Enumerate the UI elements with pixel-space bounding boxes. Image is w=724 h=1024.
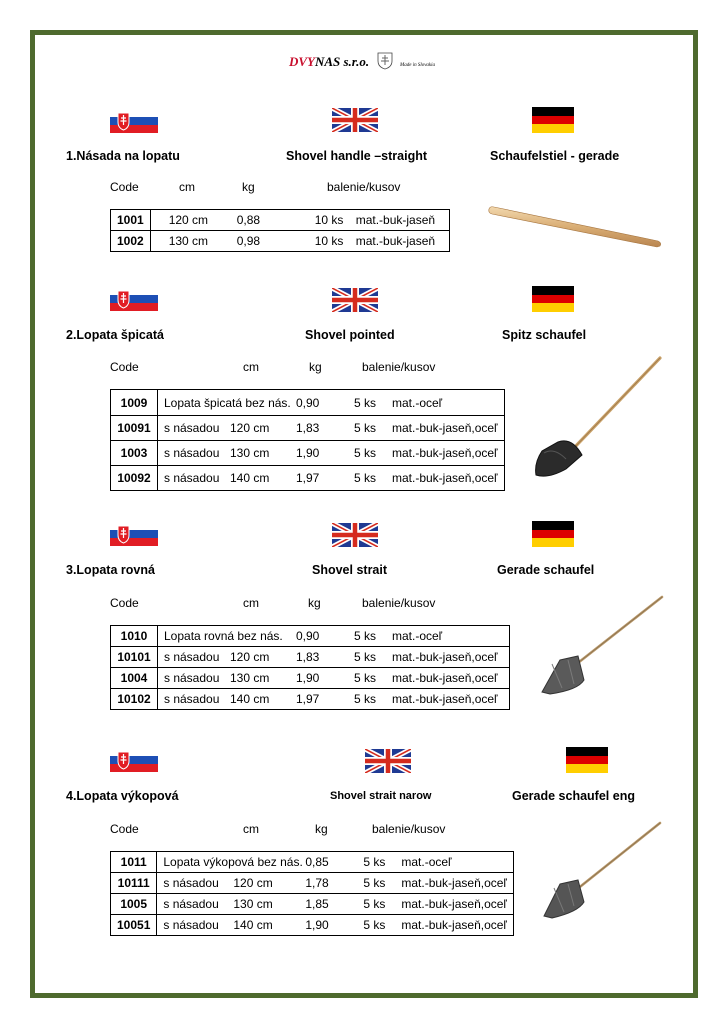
section-title-de: Gerade schaufel [497, 563, 595, 577]
table-row [111, 466, 505, 491]
weight-value: 1,83 [296, 650, 320, 664]
table-row [111, 873, 514, 894]
table-row [111, 231, 450, 252]
table-row [111, 626, 510, 647]
column-header-kg: kg [242, 180, 255, 194]
slovak-flag-icon [110, 109, 158, 133]
column-header-cm: cm [179, 180, 195, 194]
weight-value: 1,90 [296, 446, 320, 460]
column-header-code: Code [110, 360, 139, 374]
code-cell: 1011 [111, 852, 157, 873]
spec-cell [157, 852, 514, 873]
straight-shovel-image [538, 594, 666, 701]
length-value: 120 cm [230, 421, 270, 435]
description-value: s násadou [164, 650, 220, 664]
made-in-label: Made in Slovakia [400, 63, 436, 68]
column-header-kg: kg [309, 360, 322, 374]
code-cell: 1005 [111, 894, 157, 915]
pack-value: 10 ks [314, 213, 344, 227]
spec-cell [150, 231, 449, 252]
german-flag-icon [532, 521, 574, 547]
brand-red-part: DVY [288, 54, 315, 69]
slovak-flag-icon [110, 287, 158, 311]
pack-value: 5 ks [354, 671, 377, 685]
brand-rest-part: NAS s.r.o. [314, 54, 370, 69]
code-cell: 1001 [111, 210, 151, 231]
pack-value: 5 ks [363, 897, 386, 911]
pack-value: 5 ks [354, 629, 377, 643]
column-header-code: Code [110, 180, 139, 194]
code-cell: 10102 [111, 689, 158, 710]
code-cell: 1010 [111, 626, 158, 647]
material-value: mat.-buk-jaseň [355, 234, 436, 248]
description-value: Lopata rovná bez nás. [164, 629, 283, 643]
description-value: s násadou [164, 692, 220, 706]
description-value: s násadou [164, 471, 220, 485]
section-title-sk: 1.Násada na lopatu [66, 149, 180, 163]
material-value: mat.-oceľ [392, 629, 443, 643]
code-cell: 10101 [111, 647, 158, 668]
description-value: s násadou [164, 421, 220, 435]
section-title-de: Gerade schaufel eng [512, 789, 635, 803]
table-row [111, 894, 514, 915]
spec-cell [158, 390, 505, 416]
code-cell: 10091 [111, 416, 158, 441]
length-value: 120 cm [230, 650, 270, 664]
material-value: mat.-buk-jaseň,oceľ [401, 876, 507, 890]
length-value: 120 cm [168, 213, 209, 227]
digging-shovel-image [538, 820, 664, 927]
slovak-flag-icon [110, 748, 158, 772]
german-flag-icon [532, 286, 574, 312]
spec-cell [150, 210, 449, 231]
spec-cell [157, 873, 514, 894]
code-cell: 10111 [111, 873, 157, 894]
table-row [111, 416, 505, 441]
pack-value: 5 ks [354, 421, 377, 435]
product-table-1 [110, 209, 450, 252]
weight-value: 0,90 [296, 395, 320, 410]
spec-cell [157, 894, 514, 915]
german-flag-icon [532, 107, 574, 133]
code-cell: 1002 [111, 231, 151, 252]
material-value: mat.-buk-jaseň,oceľ [392, 692, 498, 706]
section-title-en: Shovel pointed [305, 328, 395, 342]
material-value: mat.-buk-jaseň,oceľ [392, 650, 498, 664]
weight-value: 1,97 [296, 692, 320, 706]
spec-cell [158, 441, 505, 466]
column-header-kg: kg [308, 596, 321, 610]
code-cell: 10051 [111, 915, 157, 936]
weight-value: 1,90 [305, 918, 329, 932]
length-value: 130 cm [168, 234, 209, 248]
pack-value: 5 ks [363, 918, 386, 932]
column-header-code: Code [110, 596, 139, 610]
product-table-2 [110, 389, 505, 491]
german-flag-icon [566, 747, 608, 773]
material-value: mat.-buk-jaseň,oceľ [392, 671, 498, 685]
coat-of-arms-icon [377, 52, 393, 70]
table-row [111, 668, 510, 689]
description-value: s násadou [163, 897, 219, 911]
weight-value: 0,85 [305, 855, 329, 869]
pack-value: 5 ks [354, 692, 377, 706]
pack-value: 10 ks [314, 234, 344, 248]
spec-cell [158, 466, 505, 491]
column-header-pack: balenie/kusov [327, 180, 401, 194]
description-value: Lopata výkopová bez nás. [163, 855, 303, 869]
length-value: 140 cm [233, 918, 273, 932]
uk-flag-icon [332, 523, 378, 547]
uk-flag-icon [332, 288, 378, 312]
material-value: mat.-buk-jaseň [355, 213, 436, 227]
description-value: s násadou [163, 876, 219, 890]
uk-flag-icon [365, 749, 411, 773]
product-table-4 [110, 851, 514, 936]
company-header [0, 52, 724, 71]
description-value: s násadou [164, 671, 220, 685]
section-title-de: Schaufelstiel - gerade [490, 149, 620, 163]
length-value: 140 cm [230, 692, 270, 706]
weight-value: 1,85 [305, 897, 329, 911]
material-value: mat.-buk-jaseň,oceľ [401, 897, 507, 911]
material-value: mat.-buk-jaseň,oceľ [392, 446, 498, 460]
product-table-3 [110, 625, 510, 710]
material-value: mat.-oceľ [401, 855, 452, 869]
code-cell: 1004 [111, 668, 158, 689]
shovel-handle-image [486, 205, 664, 258]
slovak-flag-icon [110, 522, 158, 546]
pack-value: 5 ks [354, 446, 377, 460]
material-value: mat.-buk-jaseň,oceľ [401, 918, 507, 932]
column-header-code: Code [110, 822, 139, 836]
spec-cell [157, 915, 514, 936]
pack-value: 5 ks [363, 876, 386, 890]
pack-value: 5 ks [363, 855, 386, 869]
section-title-sk: 4.Lopata výkopová [66, 789, 179, 803]
section-title-en: Shovel strait narow [330, 790, 432, 802]
length-value: 130 cm [230, 671, 270, 685]
section-title-sk: 2.Lopata špicatá [66, 328, 164, 342]
column-header-cm: cm [243, 822, 259, 836]
table-row [111, 915, 514, 936]
code-cell: 1003 [111, 441, 158, 466]
material-value: mat.-buk-jaseň,oceľ [392, 471, 498, 485]
section-title-sk: 3.Lopata rovná [66, 563, 155, 577]
weight-value: 0,90 [296, 629, 320, 643]
column-header-pack: balenie/kusov [362, 596, 436, 610]
table-row [111, 689, 510, 710]
pack-value: 5 ks [354, 650, 377, 664]
length-value: 130 cm [233, 897, 273, 911]
company-name [289, 54, 369, 69]
table-row [111, 647, 510, 668]
code-cell: 10092 [111, 466, 158, 491]
weight-value: 1,97 [296, 471, 320, 485]
spec-cell [158, 668, 510, 689]
length-value: 130 cm [230, 446, 270, 460]
material-value: mat.-buk-jaseň,oceľ [392, 421, 498, 435]
pack-value: 5 ks [354, 471, 377, 485]
column-header-cm: cm [243, 360, 259, 374]
weight-value: 1,78 [305, 876, 329, 890]
length-value: 140 cm [230, 471, 270, 485]
weight-value: 0,88 [236, 213, 261, 227]
section-title-en: Shovel handle –straight [286, 149, 428, 163]
table-row [111, 441, 505, 466]
column-header-pack: balenie/kusov [372, 822, 446, 836]
length-value: 120 cm [233, 876, 273, 890]
description-value: s násadou [164, 446, 220, 460]
material-value: mat.-oceľ [392, 395, 443, 410]
section-title-de: Spitz schaufel [502, 328, 587, 342]
column-header-kg: kg [315, 822, 328, 836]
weight-value: 0,98 [236, 234, 261, 248]
description-value: s násadou [163, 918, 219, 932]
table-row [111, 390, 505, 416]
column-header-cm: cm [243, 596, 259, 610]
section-title-en: Shovel strait [312, 563, 388, 577]
table-row [111, 210, 450, 231]
code-cell: 1009 [111, 390, 158, 416]
weight-value: 1,83 [296, 421, 320, 435]
weight-value: 1,90 [296, 671, 320, 685]
spec-cell [158, 647, 510, 668]
table-row [111, 852, 514, 873]
column-header-pack: balenie/kusov [362, 360, 436, 374]
description-value: Lopata špicatá bez nás. [164, 395, 291, 410]
pack-value: 5 ks [354, 395, 377, 410]
spec-cell [158, 416, 505, 441]
pointed-shovel-image [532, 355, 664, 484]
uk-flag-icon [332, 108, 378, 132]
spec-cell [158, 626, 510, 647]
spec-cell [158, 689, 510, 710]
